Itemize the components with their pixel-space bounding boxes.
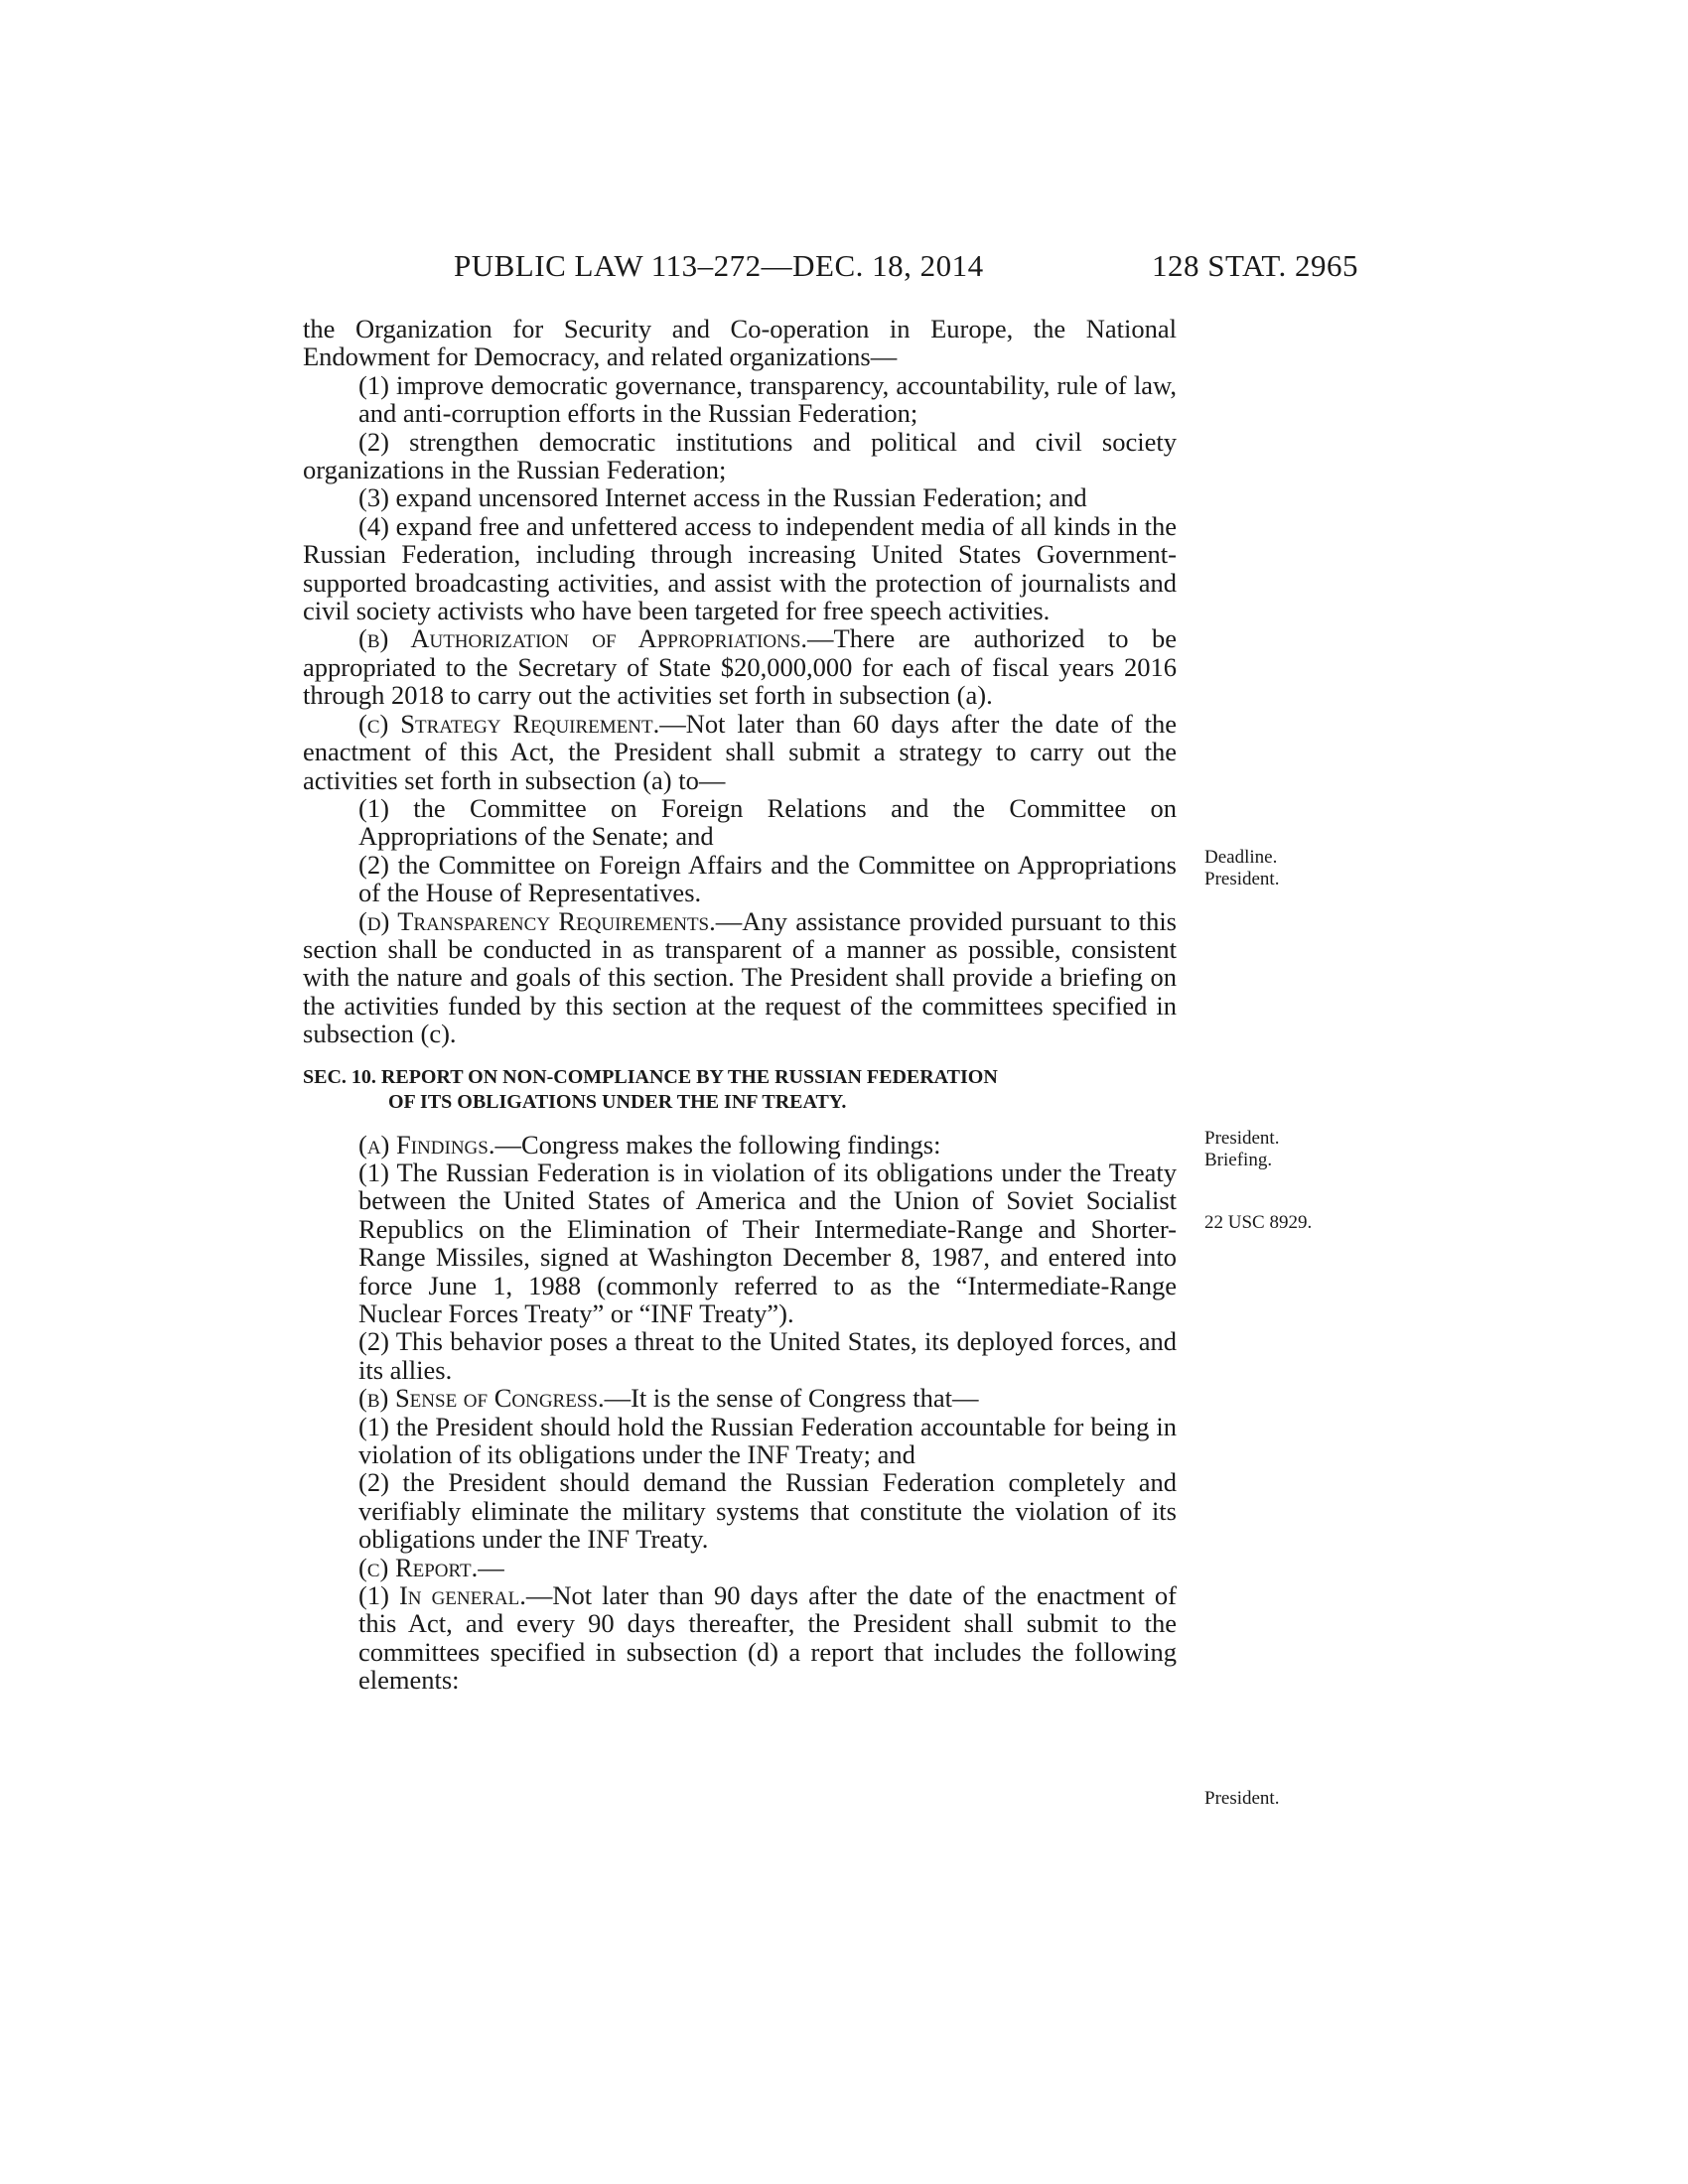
report-1-heading: (1) In general.: [358, 1580, 526, 1611]
item-a3: (3) expand uncensored Internet access in the Russian Federation; and: [358, 482, 1087, 513]
item-a1: [303, 371, 1177, 428]
statute-body: [303, 315, 1177, 1695]
sense-2: [303, 1468, 1177, 1553]
section-heading-line2: OF ITS OBLIGATIONS UNDER THE INF TREATY.: [388, 1090, 847, 1113]
margin-note-president-3: President.: [1204, 1788, 1280, 1809]
section-heading: [303, 1065, 1177, 1115]
report-1-text: —Not later than 90 days after the date of the enactment of this Act, and every 90 days thereafter, the President shall submit to the committees specified in subsection (d) a report that includes the following elements:: [358, 1580, 1177, 1696]
subsection-d-text: —Any assistance provided pursuant to this section shall be conducted in as transparent of a manner as possible, consistent with the nature and goals of this section. The President shall provide a briefing on the activities funded by this section at the request of the committees specified in subsection (c).: [303, 905, 1177, 1049]
section-heading-line1: SEC. 10. REPORT ON NON-COMPLIANCE BY THE RUSSIAN FEDERATION: [303, 1065, 998, 1088]
findings: [303, 1131, 1177, 1159]
finding-2: [303, 1327, 1177, 1384]
item-c1-text: (1) the Committee on Foreign Relations and the Committee on Appropriations of the Senate; and: [358, 792, 1177, 852]
subsection-b: [303, 624, 1177, 709]
findings-heading: (a) Findings.: [358, 1129, 495, 1160]
subsection-c-text: —Not later than 60 days after the date of the enactment of this Act, the President shall submit a strategy to carry out the activities set forth in subsection (a) to—: [303, 708, 1177, 795]
paragraph-intro: the Organization for Security and Co-operation in Europe, the National Endowment for Democracy, and related organizations—: [303, 314, 1177, 372]
margin-note-president-2: President.: [1204, 1128, 1280, 1149]
subsection-d-heading: (d) Transparency Requirements.: [358, 905, 716, 936]
item-c2: [303, 851, 1177, 907]
running-header-page-number: 128 STAT. 2965: [1152, 248, 1359, 283]
sense-heading: (b) Sense of Congress.: [358, 1383, 605, 1414]
sense-of-congress: [303, 1384, 1177, 1412]
report-heading: (c) Report.: [358, 1552, 479, 1582]
subsection-c-heading: (c) Strategy Requirement.: [358, 708, 660, 739]
report-text: —: [478, 1552, 504, 1582]
running-header-law: PUBLIC LAW 113–272—DEC. 18, 2014: [454, 248, 984, 283]
item-c2-text: (2) the Committee on Foreign Affairs and the Committee on Appropriations of the House of Representatives.: [358, 849, 1177, 908]
report: [303, 1554, 1177, 1581]
margin-note-deadline: Deadline.: [1204, 847, 1278, 868]
subsection-c: [303, 710, 1177, 794]
sense-text: —It is the sense of Congress that—: [604, 1383, 979, 1414]
sense-1-text: (1) the President should hold the Russian Federation accountable for being in violation of its obligations under the INF Treaty; and: [358, 1411, 1177, 1470]
findings-text: —Congress makes the following findings:: [494, 1129, 941, 1160]
finding-1: [303, 1159, 1177, 1327]
sense-2-text: (2) the President should demand the Russian Federation completely and verifiably eliminate the military systems that constitute the violation of its obligations under the INF Treaty.: [358, 1467, 1177, 1555]
margin-note-briefing: Briefing.: [1204, 1150, 1273, 1170]
subsection-b-text: —There are authorized to be appropriated to the Secretary of State $20,000,000 for each of fiscal years 2016 through 2018 to carry out the activities set forth in subsection (a).: [303, 623, 1177, 711]
finding-2-text: (2) This behavior poses a threat to the United States, its deployed forces, and its allies.: [358, 1326, 1177, 1385]
item-a2: (2) strengthen democratic institutions and political and civil society organizations in the Russian Federation;: [303, 426, 1177, 485]
report-1: [303, 1581, 1177, 1695]
item-a4: (4) expand free and unfettered access to independent media of all kinds in the Russian Federation, including through increasing United States Government-supported broadcasting activities, and assist with the protection of journalists and civil society activists who have been targeted for free speech activities.: [303, 510, 1177, 626]
finding-1-text: (1) The Russian Federation is in violation of its obligations under the Treaty between the United States of America and the Union of Soviet Socialist Republics on the Elimination of Their Intermediate-Range and Shorter-Range Missiles, signed at Washington December 8, 1987, and entered into force June 1, 1988 (commonly referred to as the “Intermediate-Range Nuclear Forces Treaty” or “INF Treaty”).: [358, 1157, 1177, 1328]
margin-note-president-1: President.: [1204, 869, 1280, 889]
item-a1-text: (1) improve democratic governance, transparency, accountability, rule of law, and anti-corruption efforts in the Russian Federation;: [358, 369, 1177, 429]
subsection-d: [303, 907, 1177, 1048]
subsection-b-heading: (b) Authorization of Appropriations.: [358, 623, 808, 654]
sense-1: [303, 1413, 1177, 1469]
margin-note-usc: 22 USC 8929.: [1204, 1212, 1313, 1233]
item-c1: [303, 794, 1177, 851]
